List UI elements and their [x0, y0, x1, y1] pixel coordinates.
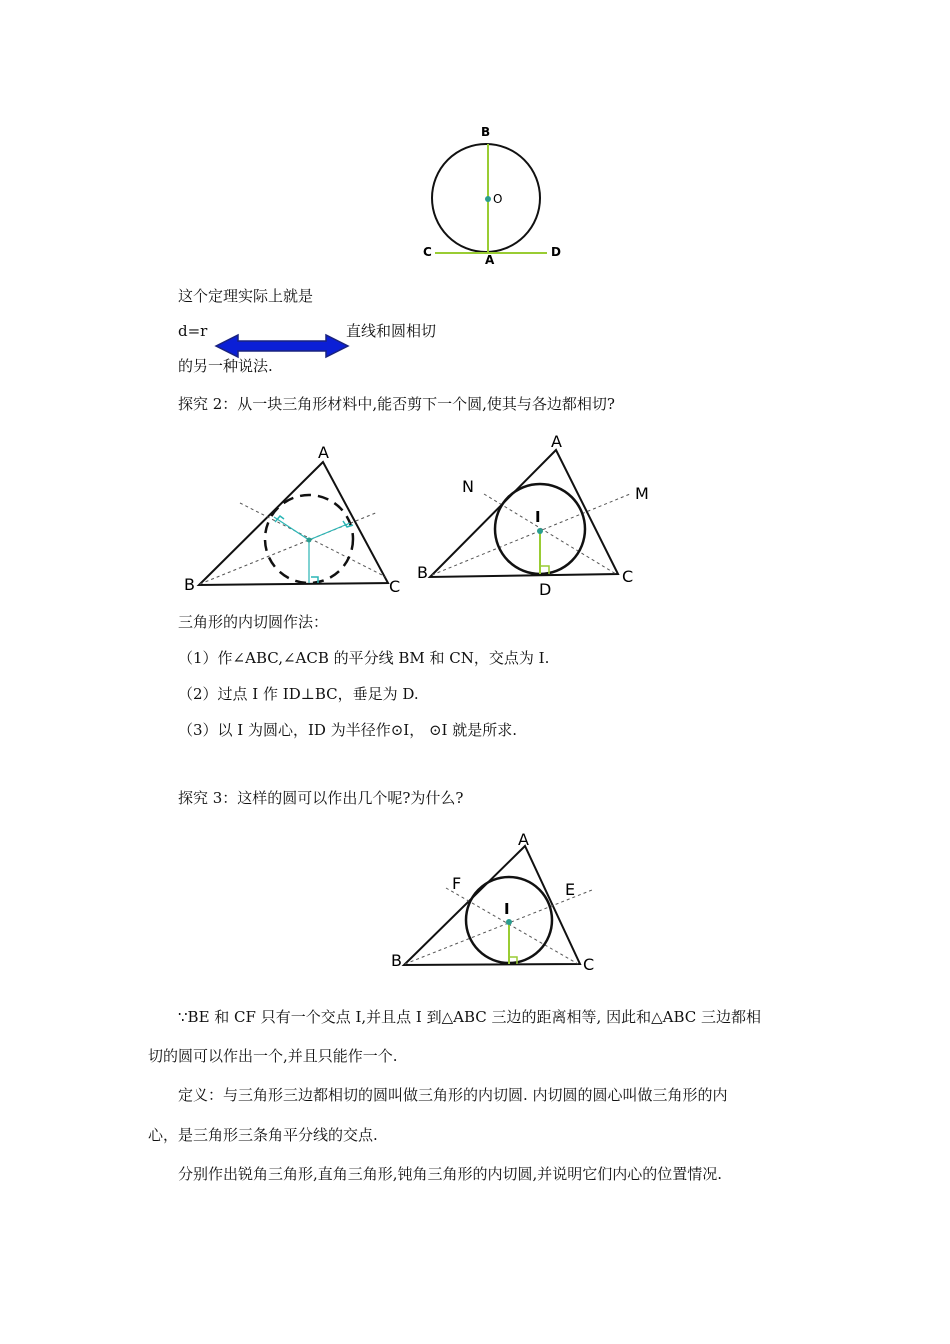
label-m: M: [635, 484, 649, 503]
theorem-left: d=r: [178, 322, 208, 340]
label-c: C: [622, 567, 634, 586]
theorem-right: 直线和圆相切: [346, 322, 437, 340]
explore3-question: 探究 3：这样的圆可以作出几个呢?为什么?: [178, 789, 464, 807]
construction-step-1: （1）作∠ABC,∠ACB 的平分线 BM 和 CN，交点为 I.: [178, 649, 550, 667]
triangle-abc: [404, 846, 580, 965]
label-b: B: [417, 563, 428, 582]
definition-line2: 心，是三角形三条角平分线的交点.: [148, 1126, 378, 1144]
label-o: O: [493, 192, 503, 206]
label-n: N: [462, 477, 474, 496]
construction-step-2: （2）过点 I 作 ID⊥BC，垂足为 D.: [178, 685, 419, 703]
label-i: I: [535, 508, 541, 526]
label-c: C: [583, 955, 595, 974]
label-f: F: [452, 874, 462, 893]
bisector-be: [405, 890, 592, 964]
explore2-question: 探究 2：从一块三角形材料中,能否剪下一个圆,使其与各边都相切?: [178, 395, 615, 413]
label-d: D: [539, 580, 552, 599]
theorem-line1: 这个定理实际上就是: [178, 287, 314, 305]
label-c: C: [389, 577, 401, 596]
label-b: B: [391, 951, 402, 970]
label-d: D: [551, 245, 561, 259]
label-b: B: [481, 125, 491, 139]
construction-title: 三角形的内切圆作法：: [178, 613, 329, 631]
label-a: A: [518, 830, 529, 849]
definition-line1: 定义：与三角形三边都相切的圆叫做三角形的内切圆. 内切圆的圆心叫做三角形的内: [178, 1086, 728, 1104]
label-c: C: [423, 245, 432, 259]
incenter-point-i: [506, 919, 512, 925]
label-a: A: [318, 443, 329, 462]
label-e: E: [565, 880, 576, 899]
label-b: B: [184, 575, 195, 594]
label-a: A: [485, 253, 495, 267]
reason-line1: ∵BE 和 CF 只有一个交点 I,并且点 I 到△ABC 三边的距离相等, 因此和△ABC 三边都相: [178, 1008, 761, 1026]
task-statement: 分别作出锐角三角形,直角三角形,钝角三角形的内切圆,并说明它们内心的位置情况.: [178, 1165, 723, 1183]
label-i: I: [504, 900, 510, 918]
reason-line2: 切的圆可以作出一个,并且只能作一个.: [148, 1047, 398, 1065]
label-a: A: [551, 432, 562, 451]
construction-step-3: （3）以 I 为圆心，ID 为半径作⊙I， ⊙I 就是所求.: [178, 721, 518, 739]
theorem-line3: 的另一种说法.: [178, 357, 273, 375]
